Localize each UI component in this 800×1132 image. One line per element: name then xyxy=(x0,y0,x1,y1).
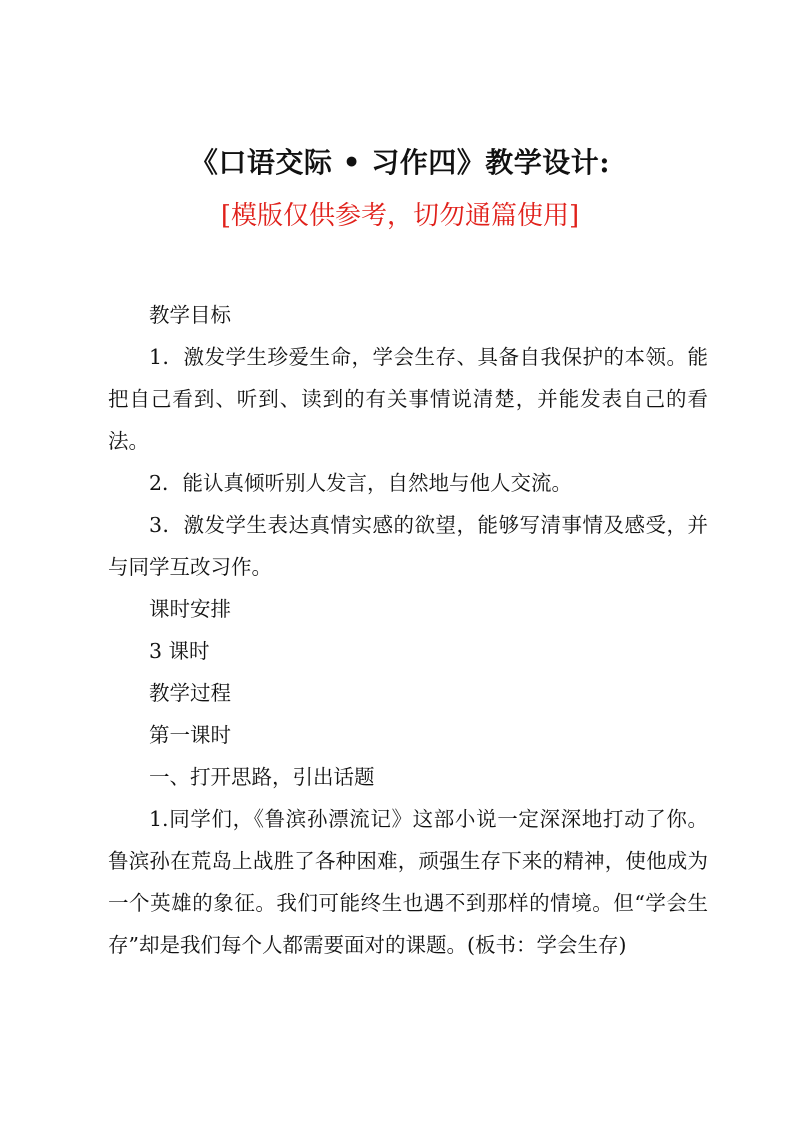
goal-item-2: 2．能认真倾听别人发言，自然地与他人交流。 xyxy=(149,471,573,495)
section-open-mind: 一、打开思路，引出话题 xyxy=(149,765,375,789)
template-notice: [模版仅供参考，切勿通篇使用] xyxy=(220,201,580,231)
paragraph-robinson: 1.同学们，《鲁滨孙漂流记》这部小说一定深深地打动了你。鲁滨孙在荒岛上战胜了各种困难，顽强生存下来的精神，使他成为一个英雄的象征。我们可能终生也遇不到那样的情境。但“学会生存”却是我们每个人都需要面对的课题。(板书：学会生存) xyxy=(108,807,708,957)
class-hours: 3 课时 xyxy=(149,639,210,663)
document-title: 《口语交际 • 习作四》教学设计: xyxy=(189,146,611,179)
goal-item-1: 1．激发学生珍爱生命，学会生存、具备自我保护的本领。能把自己看到、听到、读到的有关事情说清楚，并能发表自己的看法。 xyxy=(108,345,708,453)
heading-teaching-goals: 教学目标 xyxy=(149,303,231,327)
heading-first-lesson: 第一课时 xyxy=(149,723,231,747)
document-body xyxy=(108,294,708,966)
goal-item-3: 3．激发学生表达真情实感的欲望，能够写清事情及感受，并与同学互改习作。 xyxy=(108,513,708,579)
heading-class-schedule: 课时安排 xyxy=(149,597,231,621)
heading-teaching-process: 教学过程 xyxy=(149,681,231,705)
